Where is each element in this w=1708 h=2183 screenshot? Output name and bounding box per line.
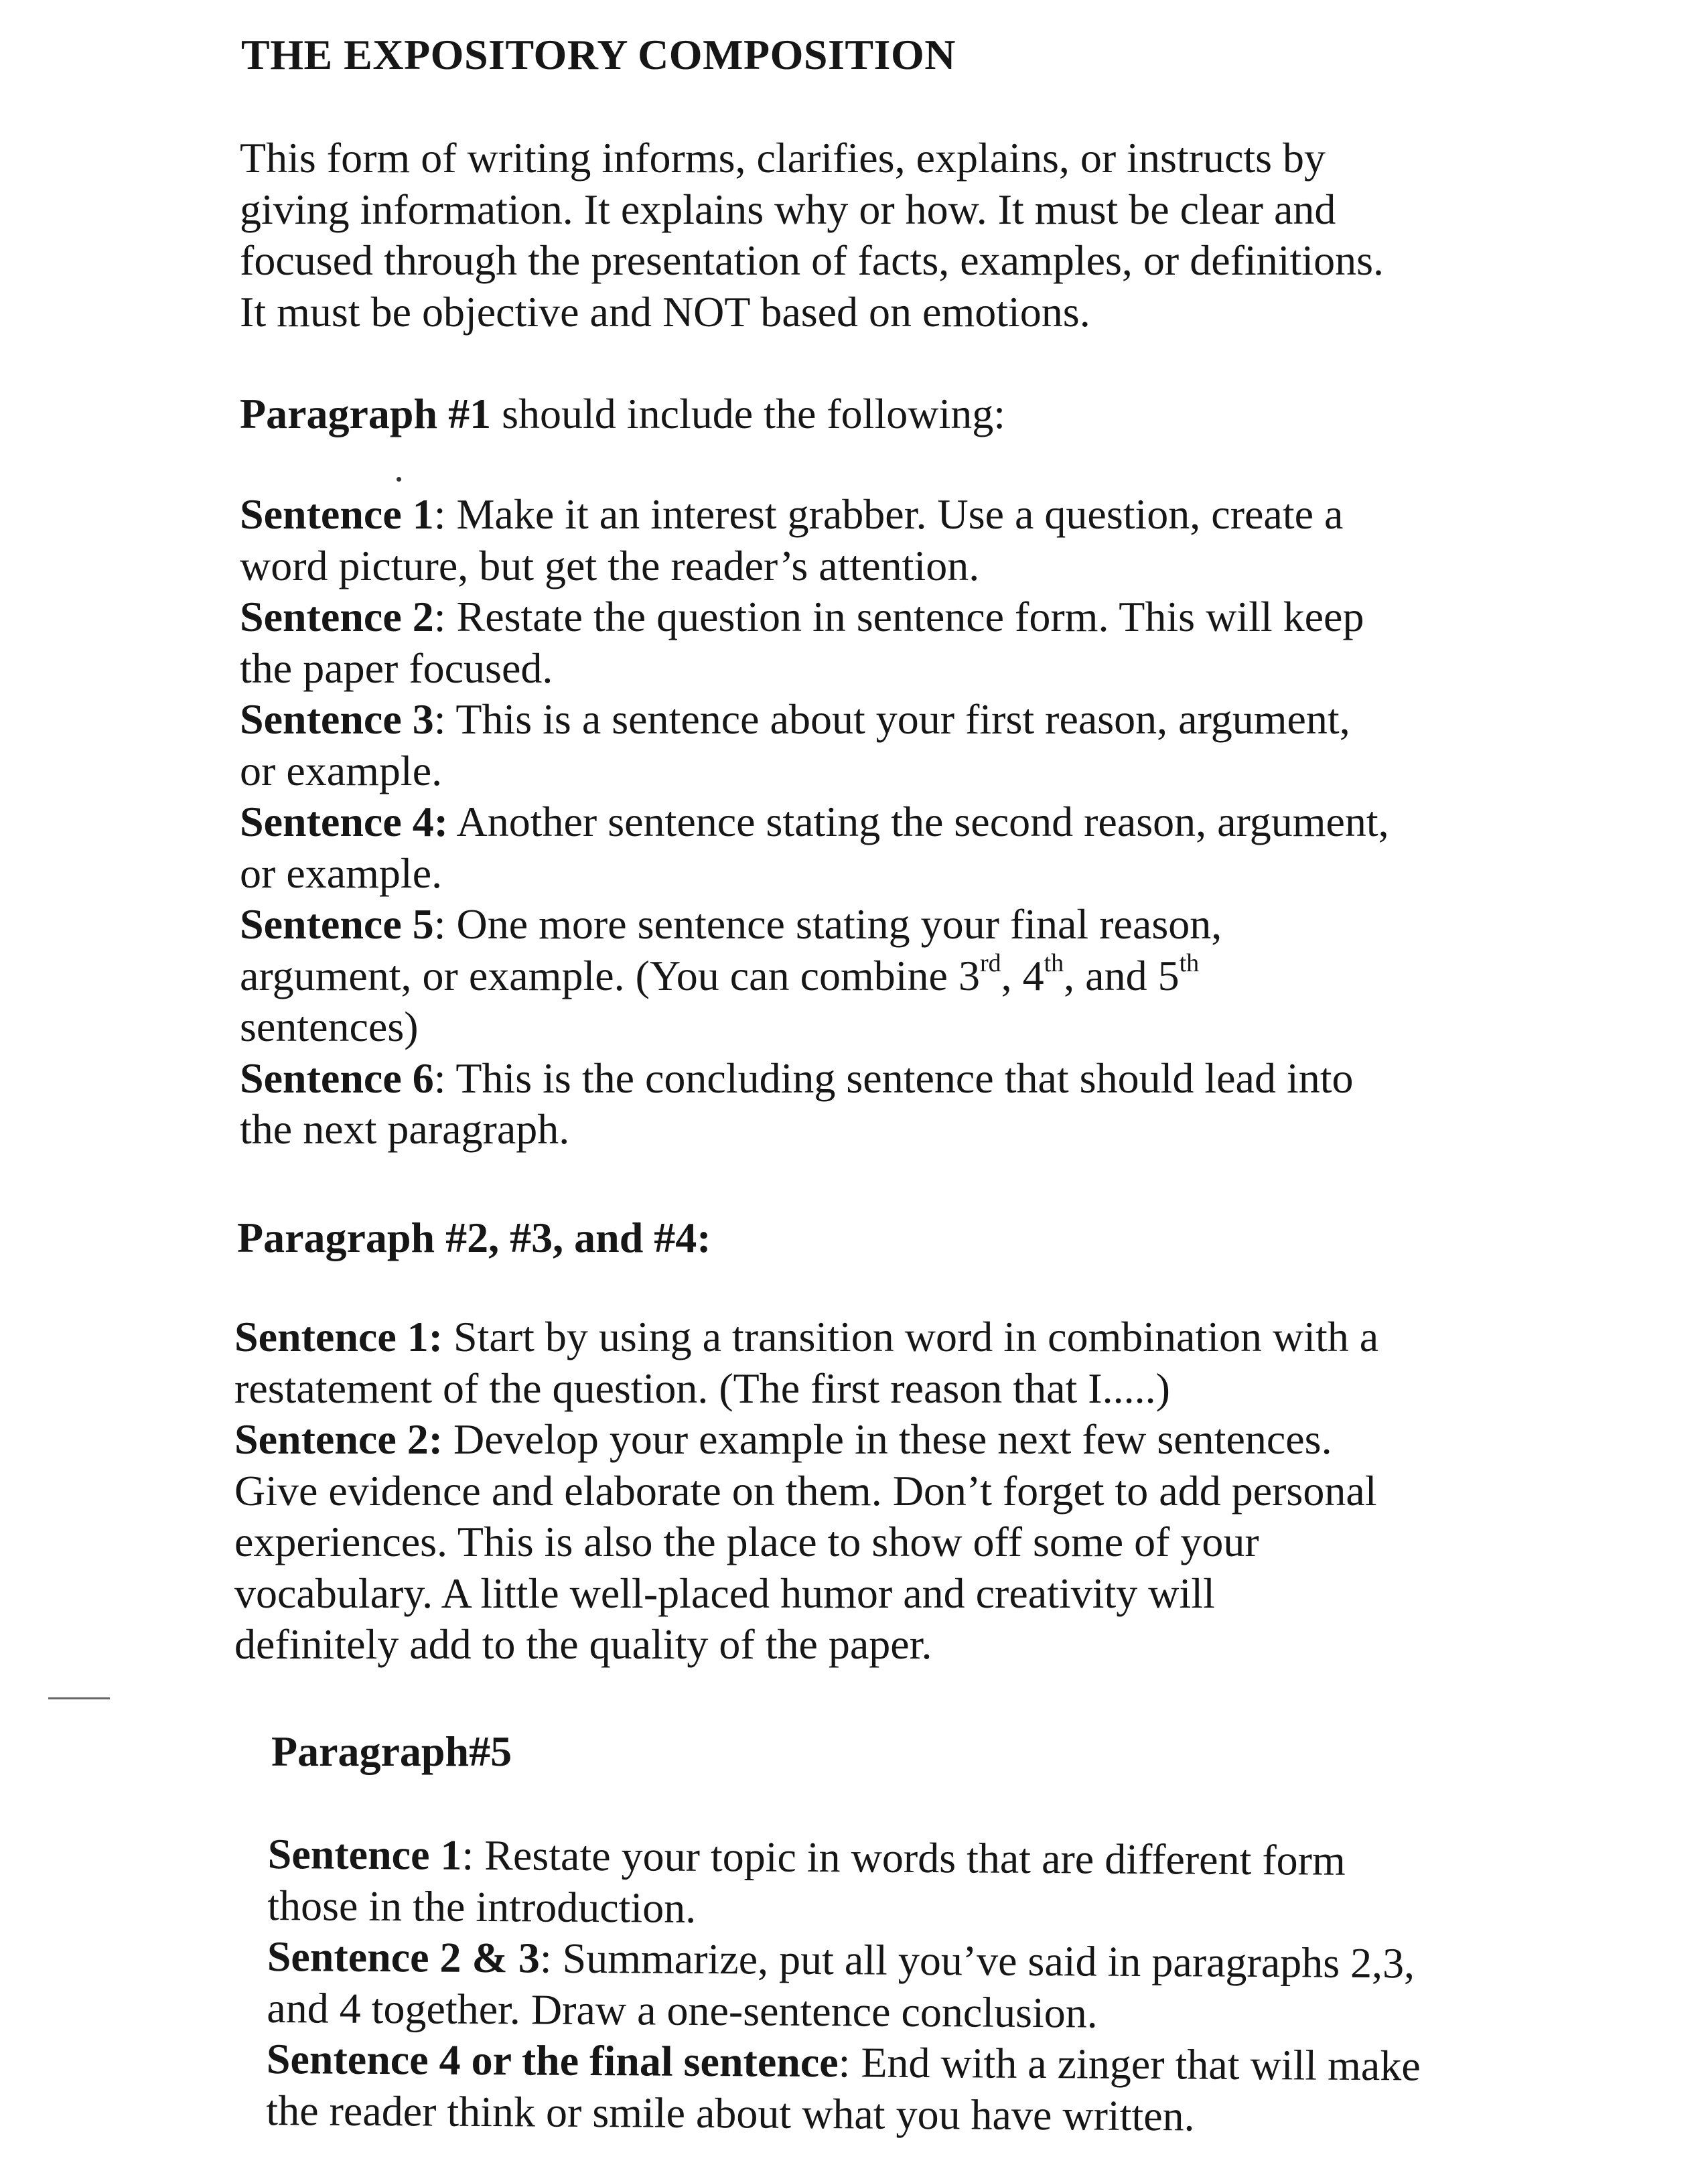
sentence-line: definitely add to the quality of the paper. — [234, 1620, 932, 1668]
sentence-text: argument, or example. (You can combine 3 — [240, 951, 980, 999]
sentence-line: or example. — [240, 746, 443, 794]
scan-artifact — [48, 1697, 110, 1699]
sentence-label: Sentence 2 — [240, 593, 434, 640]
sentence-text: : End with a zinger that will make — [838, 2038, 1421, 2090]
sentence-line — [240, 899, 1512, 950]
sentence-line: sentences) — [240, 1003, 419, 1050]
scan-speck — [397, 477, 401, 482]
sentence-line: those in the introduction. — [267, 1881, 697, 1932]
ordinal-suffix: th — [1044, 948, 1064, 977]
sentence-line — [267, 1931, 1540, 1990]
sentence-label: Sentence 2 & 3 — [267, 1932, 541, 1982]
paragraph-5-heading: Paragraph#5 — [271, 1728, 512, 1775]
sentence-line: experiences. This is also the place to show off some of your — [234, 1518, 1259, 1565]
sentence-label: Sentence 1: — [234, 1313, 443, 1360]
paragraph-2-4-sentences — [234, 1312, 1507, 1671]
sentence-line — [240, 489, 1512, 541]
paragraph-1-heading — [240, 387, 1005, 441]
sentence-line — [234, 1312, 1507, 1363]
sentence-line — [240, 796, 1512, 848]
document-title: THE EXPOSITORY COMPOSITION — [241, 31, 956, 78]
paragraph-2-4-heading — [237, 1211, 711, 1265]
paragraph-1-sentences — [240, 489, 1512, 1155]
sentence-line: the reader think or smile about what you have written. — [266, 2086, 1195, 2139]
sentence-text: : Make it an interest grabber. Use a question, create a — [433, 490, 1344, 538]
sentence-text: : Restate your topic in words that are different form — [461, 1831, 1346, 1884]
sentence-line — [240, 591, 1512, 643]
intro-paragraph — [240, 133, 1512, 338]
paragraph-2-4-heading-text: Paragraph #2, #3, and #4: — [237, 1214, 711, 1261]
sentence-text: Develop your example in these next few sentences. — [443, 1415, 1332, 1463]
sentence-line: vocabulary. A little well-placed humor and creativity will — [234, 1569, 1215, 1617]
sentence-label: Sentence 6 — [240, 1054, 434, 1102]
intro-line: focused through the presentation of facts, examples, or definitions. — [240, 236, 1384, 284]
sentence-line: word picture, but get the reader’s attention. — [240, 541, 980, 589]
sentence-line: or example. — [240, 849, 443, 897]
paragraph-5-sentences — [266, 1829, 1541, 2144]
sentence-line — [267, 2034, 1539, 2093]
sentence-label: Sentence 4: — [240, 798, 449, 845]
sentence-line: restatement of the question. (The first reason that I.....) — [234, 1364, 1170, 1412]
sentence-text: : This is a sentence about your first reason, argument, — [433, 695, 1350, 743]
intro-line: It must be objective and NOT based on emotions. — [240, 287, 1090, 336]
ordinal-suffix: th — [1179, 948, 1200, 977]
sentence-label: Sentence 4 or the final sentence — [266, 2034, 839, 2087]
ordinal-suffix: rd — [979, 948, 1001, 977]
sentence-text: Another sentence stating the second reason, argument, — [448, 798, 1389, 845]
sentence-text: Start by using a transition word in combination with a — [443, 1313, 1379, 1360]
sentence-line — [234, 1414, 1507, 1466]
sentence-label: Sentence 1 — [267, 1830, 462, 1879]
sentence-line: and 4 together. Draw a one-sentence conclusion. — [267, 1983, 1098, 2037]
sentence-text: , and 5 — [1064, 951, 1180, 999]
sentence-label: Sentence 1 — [240, 490, 434, 538]
sentence-line — [240, 1053, 1512, 1105]
sentence-text: : Restate the question in sentence form. This will keep — [433, 593, 1364, 640]
sentence-text: : Summarize, put all you’ve said in paragraphs 2,3, — [539, 1934, 1415, 1987]
paragraph-1-heading-bold: Paragraph #1 — [240, 390, 492, 437]
sentence-line — [240, 694, 1512, 746]
sentence-line: the paper focused. — [240, 644, 553, 692]
paragraph-1-heading-rest: should include the following: — [491, 390, 1005, 437]
intro-line: giving information. It explains why or how. It must be clear and — [240, 185, 1336, 233]
sentence-label: Sentence 3 — [240, 695, 434, 743]
sentence-line: Give evidence and elaborate on them. Don’t forget to add personal — [234, 1466, 1377, 1515]
sentence-text: : One more sentence stating your final reason, — [433, 900, 1222, 948]
intro-line: This form of writing informs, clarifies, explains, or instructs by — [240, 134, 1326, 182]
sentence-label: Sentence 2: — [234, 1415, 443, 1463]
sentence-text: , 4 — [1001, 951, 1044, 999]
sentence-line — [240, 950, 1512, 1002]
sentence-line: the next paragraph. — [240, 1105, 570, 1153]
sentence-line — [268, 1829, 1541, 1888]
sentence-label: Sentence 5 — [240, 900, 434, 948]
sentence-text: : This is the concluding sentence that should lead into — [433, 1054, 1354, 1102]
